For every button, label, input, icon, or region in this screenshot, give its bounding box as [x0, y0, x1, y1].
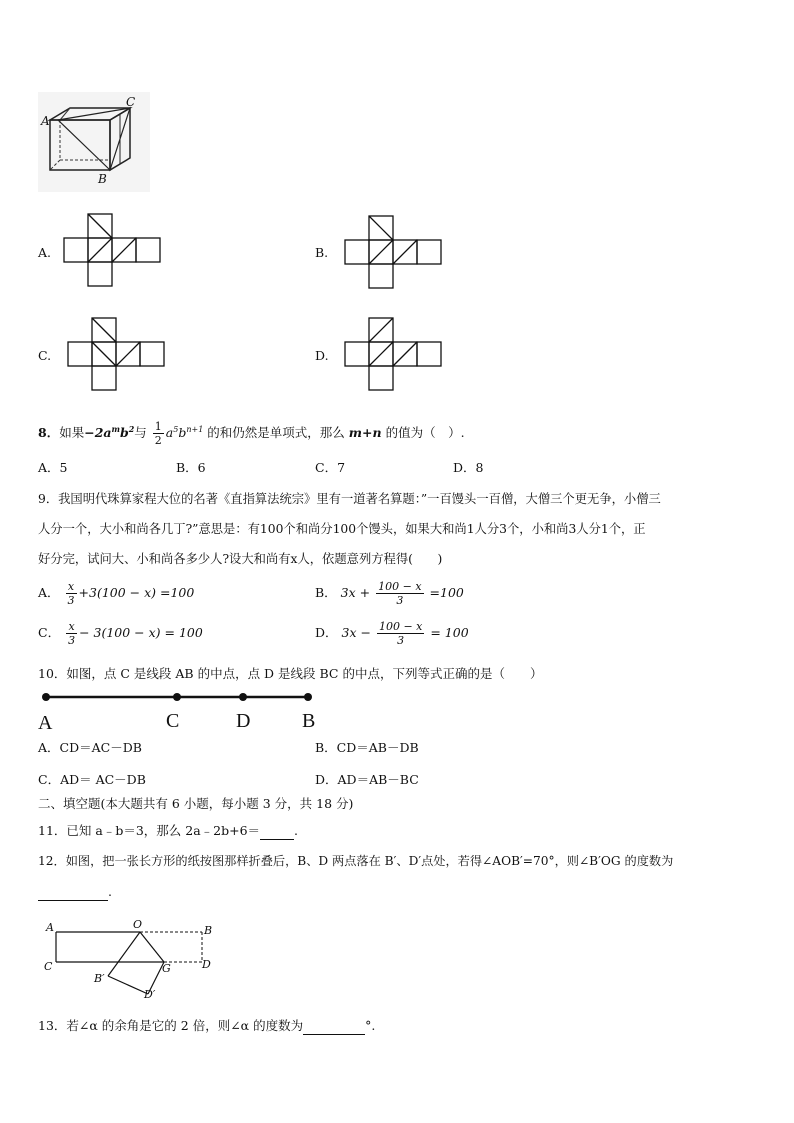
cube-figure [38, 92, 150, 192]
q9-option-b[interactable] [315, 580, 464, 607]
q12-label-d: D [202, 958, 211, 971]
q11-text: 11．已知 a﹣b＝3，那么 2a﹣2b+6＝ [38, 823, 261, 838]
q8-term1-sup2: 2 [128, 423, 135, 434]
cube-label-a: A [41, 114, 50, 128]
q8-term2: a [165, 425, 174, 440]
q9-option-a[interactable] [38, 580, 194, 607]
q9-option-c-label: C． [38, 625, 61, 640]
q12-stem: 12．如图，把一张长方形的纸按图那样折叠后，B、D 两点落在 B′、D′点处，若得∠AOB′=70°，则∠B′OG 的度数为 [38, 854, 674, 868]
q8-frac-den: 2 [154, 434, 162, 447]
q10-option-d[interactable]: D．AD＝AB－BC [315, 772, 419, 787]
q8-stem [38, 420, 465, 447]
q8-term2-b: b [178, 425, 187, 440]
q9-option-d-label: D． [315, 625, 338, 640]
q13-stem [38, 1018, 375, 1035]
q8-text-post: 的和仍然是单项式，那么 [207, 425, 345, 440]
q12-label-a: A [46, 921, 54, 934]
q9-option-b-frac [376, 580, 423, 607]
q9-option-a-frac-num: x [66, 580, 77, 594]
q10-label-d: D [236, 710, 251, 732]
q12-label-b: B [204, 924, 213, 937]
q9-stem-line3: 好分完，试问大、小和尚各多少人?设大和尚有x人，依题意列方程得( ) [38, 552, 443, 566]
point-a [42, 693, 50, 701]
q10-option-b[interactable]: B．CD＝AB－DB [315, 740, 419, 755]
q9-option-d-rest: = 100 [430, 625, 469, 640]
q8-option-a[interactable]: A．5 [38, 460, 68, 475]
q7-option-a-label[interactable]: A. [38, 245, 52, 260]
q8-connector: 与 [134, 425, 147, 440]
q9-option-a-rest: +3(100 − x) =100 [78, 585, 195, 600]
q8-term1-sup1: m [111, 423, 120, 434]
q12-label-g: G [162, 962, 171, 975]
q8-text-end: 的值为（ ）. [385, 425, 465, 440]
q7-option-c-label[interactable]: C. [38, 348, 52, 363]
q9-stem-line1: 9．我国明代珠算家程大位的名著《直指算法统宗》里有一道著名算题：”一百馒头一百僧，大僧三个更无争，小僧三 [38, 492, 661, 506]
q12-answer-blank[interactable] [38, 884, 108, 901]
q8-number: 8． [38, 425, 60, 440]
q10-label-a: A [38, 712, 53, 734]
q7-option-b-label[interactable]: B. [315, 245, 329, 260]
q7-option-c-net[interactable] [66, 316, 166, 396]
q10-stem: 10．如图，点 C 是线段 AB 的中点，点 D 是线段 BC 的中点，下列等式正确的是（ ） [38, 666, 543, 681]
q8-term1: −2a [84, 425, 112, 440]
q11-stem [38, 823, 298, 840]
q9-option-d-frac [377, 620, 424, 647]
q7-option-b-net[interactable] [343, 212, 443, 292]
q9-option-a-frac-den: 3 [67, 594, 75, 607]
q10-option-a[interactable]: A．CD＝AC－DB [38, 740, 142, 755]
q9-option-c[interactable] [38, 620, 203, 647]
point-b [304, 693, 312, 701]
q9-option-d-frac-den: 3 [397, 634, 405, 647]
q7-option-a-net[interactable] [62, 212, 162, 290]
q10-label-b: B [302, 710, 316, 732]
q10-label-c: C [166, 710, 180, 732]
q8-option-d[interactable]: D．8 [453, 460, 484, 475]
q10-option-c[interactable]: C．AD＝ AC－DB [38, 772, 146, 787]
q13-end: °. [365, 1018, 376, 1033]
q11-answer-blank[interactable] [260, 823, 294, 840]
q8-fraction [153, 420, 164, 447]
q8-expr: m+n [348, 425, 382, 440]
q9-option-d-pre: 3x − [341, 625, 371, 640]
cube-label-b: B [98, 172, 107, 186]
q12-label-b-prime: B′ [94, 972, 105, 985]
q8-term2-sup2: n+1 [186, 424, 204, 434]
cube-label-c: C [126, 95, 136, 109]
q8-text-pre: 如果 [59, 425, 85, 440]
q12-label-d-prime: D′ [144, 988, 156, 1001]
q13-text: 13．若∠α 的余角是它的 2 倍，则∠α 的度数为 [38, 1018, 304, 1033]
section-heading: 二、填空题(本大题共有 6 小题，每小题 3 分，共 18 分) [38, 796, 354, 811]
q12-label-c: C [44, 960, 53, 973]
q8-option-b[interactable]: B．6 [176, 460, 206, 475]
q12-answer-line [38, 884, 112, 901]
q9-option-d[interactable] [315, 620, 469, 647]
q7-option-d-net[interactable] [343, 314, 443, 394]
q13-answer-blank[interactable] [303, 1018, 365, 1035]
q9-option-b-frac-num: 100 − x [378, 580, 422, 593]
q9-stem-line2: 人分一个，大小和尚各几丁?”意思是：有100个和尚分100个馒头，如果大和尚1人分3个，小和尚3人分1个，正 [38, 522, 646, 536]
q11-end: . [294, 823, 299, 838]
q9-option-a-label: A． [38, 585, 60, 600]
q8-frac-num: 1 [154, 420, 162, 433]
q12-fold-figure [44, 918, 224, 1004]
q12-end: . [108, 884, 112, 899]
q7-option-d-label[interactable]: D. [315, 348, 329, 363]
q12-label-o: O [133, 918, 143, 931]
q9-option-c-frac-den: 3 [68, 634, 76, 647]
q10-segment-figure [40, 690, 316, 704]
q8-term2-sup1: 5 [173, 424, 179, 434]
point-c [173, 693, 181, 701]
q9-option-c-frac [66, 620, 77, 647]
q9-option-b-frac-den: 3 [396, 594, 404, 607]
q9-option-a-frac [66, 580, 77, 607]
q9-option-c-rest: − 3(100 − x) = 100 [79, 625, 203, 640]
q8-option-c[interactable]: C．7 [315, 460, 346, 475]
q9-option-d-frac-num: 100 − x [378, 620, 423, 633]
point-d [239, 693, 247, 701]
q8-term1-b: b [119, 425, 129, 440]
q9-option-b-label: B． [315, 585, 337, 600]
q9-option-b-pre: 3x + [340, 585, 371, 600]
q9-option-c-frac-num: x [66, 620, 77, 634]
q9-option-b-rest: =100 [429, 585, 464, 600]
